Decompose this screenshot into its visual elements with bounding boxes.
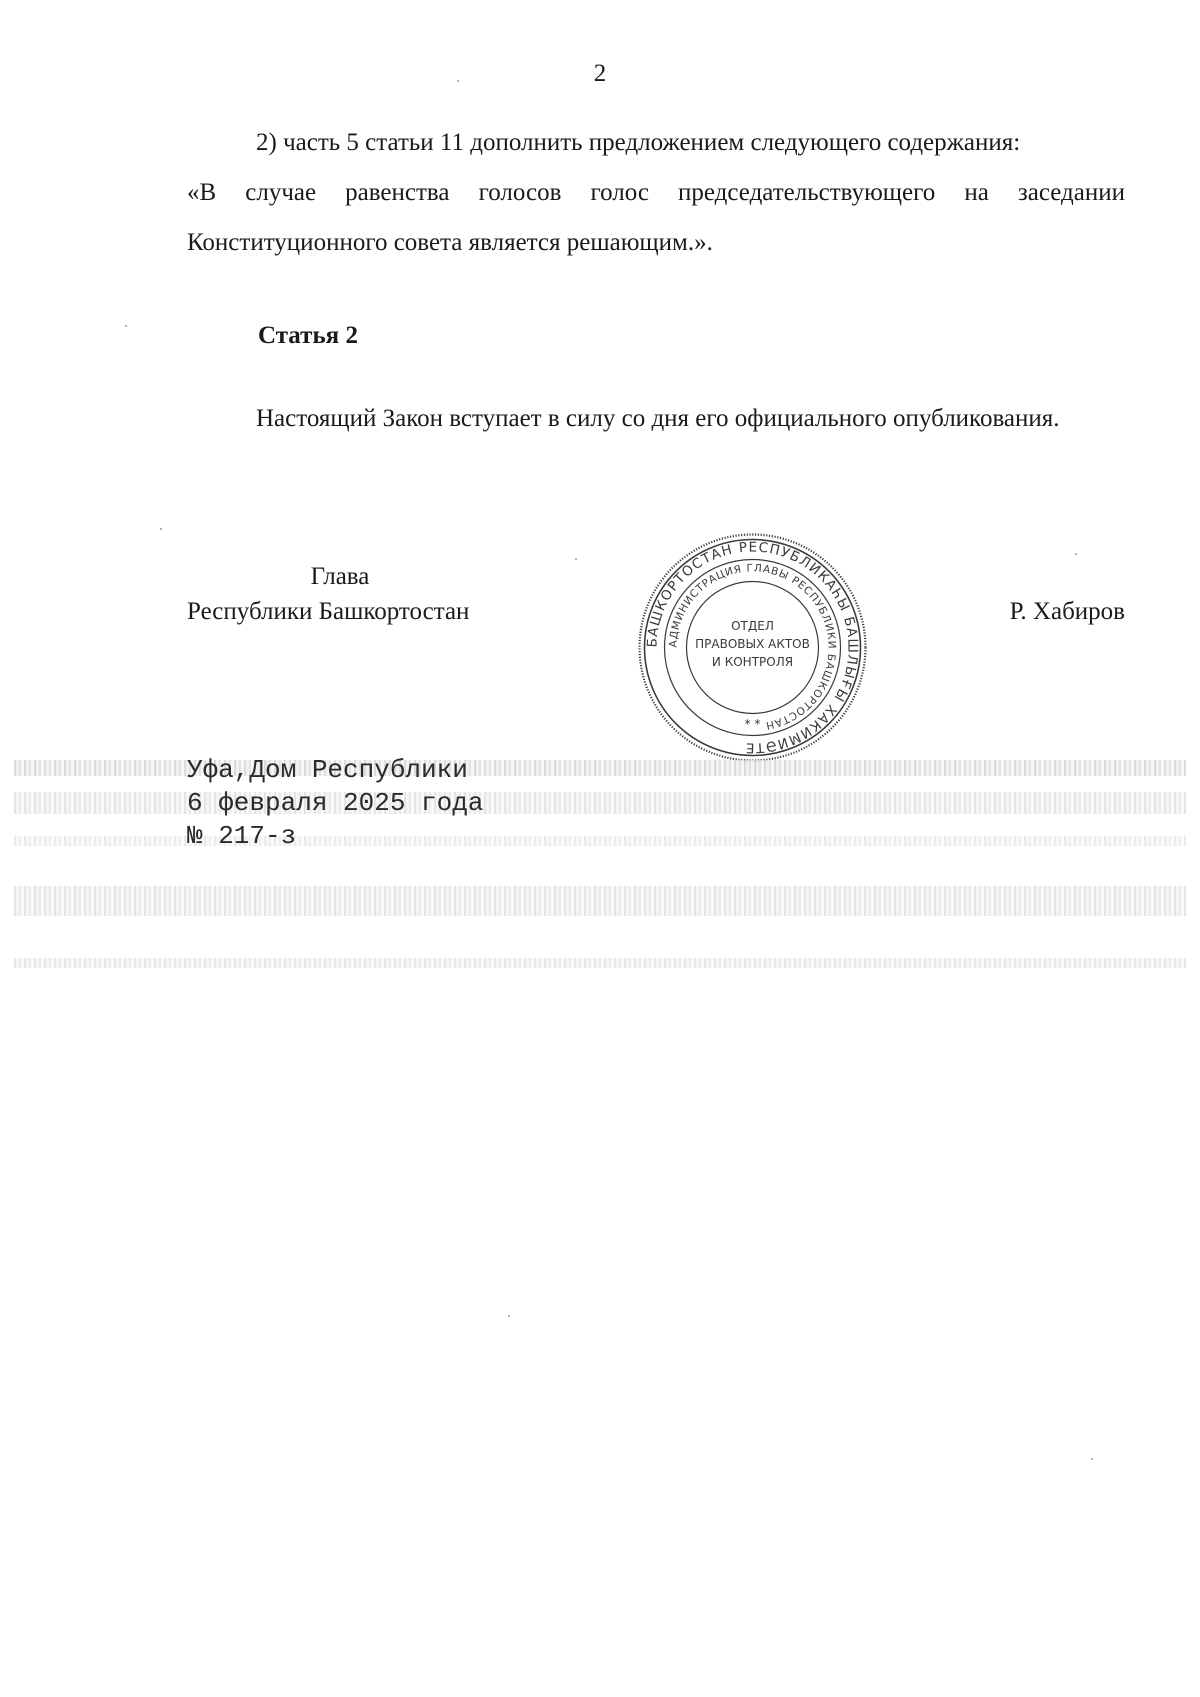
article-body: Настоящий Закон вступает в силу со дня его официального опубликования.	[256, 405, 1060, 432]
signature-name: Р. Хабиров	[1009, 598, 1125, 625]
scan-speck	[125, 325, 127, 327]
footer-date: 6 февраля 2025 года	[187, 788, 484, 818]
scan-speck	[160, 528, 162, 530]
seal-center-line-2: ПРАВОВЫХ АКТОВ	[695, 637, 810, 651]
seal-outer-text: БАШКОРТОСТАН РЕСПУБЛИКАҺЫ БАШЛЫҒЫ ХАКИМИӘТЕ	[644, 539, 861, 756]
scan-noise-band	[14, 958, 1186, 968]
scan-speck	[457, 80, 459, 82]
seal-stars: * *	[744, 717, 761, 731]
footer-number: № 217-з	[187, 821, 297, 851]
seal-center-line-3: И КОНТРОЛЯ	[711, 655, 794, 669]
scan-speck	[508, 1315, 510, 1317]
scan-noise-band	[14, 886, 1186, 916]
article-title: Статья 2	[258, 322, 358, 349]
amendment-intro: 2) часть 5 статьи 11 дополнить предложением следующего содержания:	[256, 129, 1021, 156]
seal-center-line-1: ОТДЕЛ	[731, 619, 774, 633]
amendment-quote: «В случае равенства голосов голос председательствующего на заседании Конституционного совета является решающим.».	[187, 179, 1125, 256]
page-number: 2	[593, 60, 607, 87]
seal-inner-text: АДМИНИСТРАЦИЯ ГЛАВЫ РЕСПУБЛИКИ БАШКОРТОСТАН	[667, 562, 838, 732]
footer-place: Уфа,Дом Республики	[187, 755, 468, 785]
signature-title: Глава	[310, 563, 370, 590]
official-seal-stamp	[635, 530, 870, 765]
scan-speck	[1091, 1458, 1093, 1460]
scan-speck	[575, 558, 577, 560]
signature-organization: Республики Башкортостан	[187, 598, 470, 625]
scan-speck	[1075, 553, 1077, 555]
